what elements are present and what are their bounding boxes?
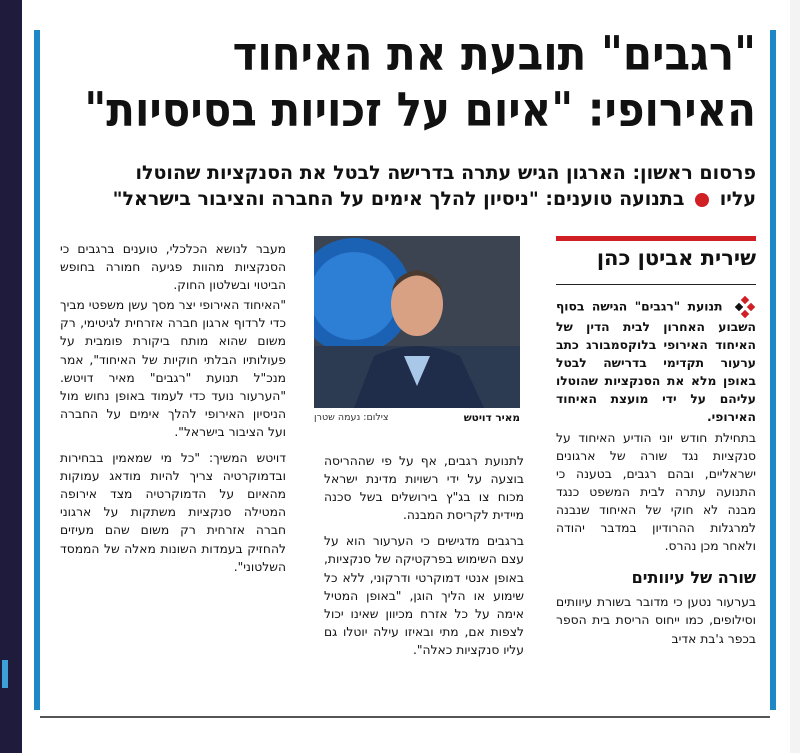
subhead-line-2a: עליו: [719, 188, 756, 210]
paragraph: בתחילת חודש יוני הודיע האיחוד על סנקציות נגד שורה של ארגונים ישראליים, ובהם רגבים, בטענה כי התנועה עתרה לבית המשפט כנגד מבנה לא חוקי של האיחוד שנבנה למרגלות ההרודיון במדבר יהודה ולאחר מכן נהרס.: [556, 430, 756, 554]
paragraph: לתנועת רגבים, אף על פי שההריסה בוצעה על ידי רשויות מדינת ישראל מכוח צו בג"ץ בירושלים בשל סכנה מיידית לקריסת המבנה.: [324, 454, 524, 523]
paragraph: דויטש המשיך: "כל מי שמאמין בבחירות ובדמוקרטיה צריך להיות מודאג עמוקות מהאיום על הדמוקרטיה מצד אירופה המטילה סנקציות משתקות על ארגוני חברה אזרחית רק משום שהם מעיזים להחזיק בעמדות השונות מאלה של הממסד השלטוני".: [60, 451, 286, 574]
photo-caption: [314, 412, 520, 424]
paragraph: מעבר לנושא הכלכלי, טוענים ברגבים כי הסנקציות מהוות פגיעה חמורה בחופש הביטוי ובשלטון החוק.: [60, 242, 286, 293]
page-edge: [790, 0, 800, 753]
portrait-photo: [314, 236, 520, 408]
red-dot-icon: [695, 193, 709, 207]
column-right: [556, 296, 756, 650]
red-black-diamond-icon: [734, 296, 756, 318]
headline-line-2: האירופי: "איום על זכויות בסיסיות": [84, 82, 756, 137]
headline: [46, 26, 756, 138]
bottom-rule: [40, 716, 770, 718]
paragraph: בערעור נטען כי מדובר בשורת עיוותים וסילופים, כמו ייחוס הריסת בית הספר בכפר ג'בת אדיב: [556, 595, 756, 646]
byline-accent-bar: [556, 236, 756, 241]
column-left: [60, 240, 286, 578]
lead-paragraph: [556, 296, 756, 427]
byline: שירית אביטן כהן: [596, 246, 756, 270]
subhead-line-1: פרסום ראשון: הארגון הגיש עתרה בדרישה לבטל את הסנקציות שהוטלו: [135, 162, 756, 184]
subhead-line-2b: בתנועה טוענים: "ניסיון להלך אימים על החברה והציבור בישראל": [112, 188, 685, 210]
subhead-line-2: [46, 186, 756, 212]
headline-line-1: "רגבים" תובעת את האיחוד: [232, 26, 756, 81]
frame-rule-right: [770, 30, 776, 710]
byline-divider: [556, 284, 756, 285]
caption-name: מאיר דויטש: [463, 412, 520, 424]
article: [44, 14, 764, 714]
section-title: שורה של עיוותים: [631, 568, 756, 588]
column-middle: [324, 452, 524, 661]
adjacent-page-mark: [2, 660, 8, 688]
lead-text: תנועת "רגבים" הגישה בסוף השבוע האחרון לבית הדין של האיחוד האירופי בלוקסמבורג כתב ערעור תקדימי בדרישה לבטל באופן מלא את הסנקציות שהוטלו עליהם על ידי מועצת האיחוד האירופי.: [556, 299, 756, 425]
paragraph: ברגבים מדגישים כי הערעור הוא על עצם השימוש בפרקטיקה של סנקציות, באופן אנטי דמוקרטי ודרקוני, ללא כל שימוע או הליך הוגן, "באופן המטיל אימה על כל אזרח מכיוון שאינו יכול לצפות אם, מתי ובאיזו עילה יוטלו גם עליו סנקציות כאלה".: [324, 534, 524, 657]
paragraph: "האיחוד האירופי יצר מסך עשן משפטי מביך כדי לרדוף ארגון חברה אזרחית לגיטימי, רק משום שהוא מותח ביקורת פומבית על פעולותיו הבלתי חוקיות של האיחוד", אמר מנכ"ל תנועת "רגבים" מאיר דויטש. "הערעור נועד כדי לעמוד באופן נחוש מול הניסיון האירופי להלך אימים על החברה ועל הציבור בישראל".: [60, 298, 286, 439]
subheadline: [46, 160, 756, 212]
portrait-illustration: [314, 236, 520, 408]
adjacent-page-strip: [0, 0, 22, 753]
frame-rule-left: [34, 30, 40, 710]
caption-credit: צילום: נעמה שטרן: [314, 412, 389, 423]
